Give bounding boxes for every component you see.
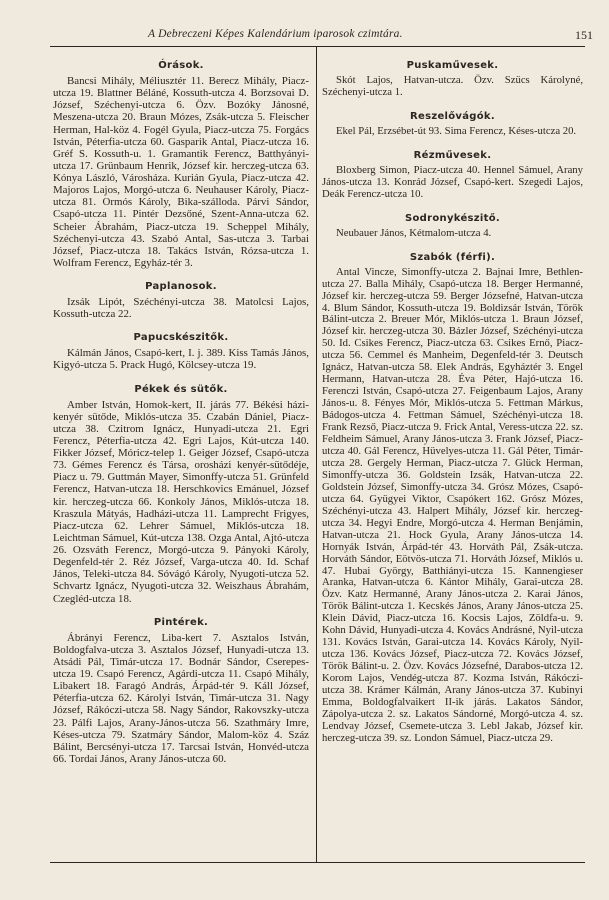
- section-heading: Papucskészitők.: [133, 332, 229, 344]
- section-orasok: [53, 52, 309, 269]
- section-text: Skót Lajos, Hatvan-utcza. Özv. Szücs Károlyné, Széchenyi-utcza 1.: [322, 74, 583, 98]
- section-text: Neubauer János, Kétmalom-utcza 4.: [336, 226, 492, 239]
- section-heading: Pékek és sütők.: [134, 383, 228, 395]
- section-heading: Rézművesek.: [413, 149, 492, 161]
- left-column: [53, 52, 309, 860]
- section-heading: Szabók (férfi).: [409, 251, 496, 263]
- section-text: Antal Vincze, Simonffy-utcza 2. Bajnai Imre, Bethlen-utcza 27. Balla Mihály, Csapó-utcza 18. Berger Hermanné, József kir. herczeg-utcza 59. Berger Józsefné, Hatvan-utcza 4. Blum Sándor, Kossuth-utcza 19. Boldizsár István, Török Bálint-utcza 2. Breuer Mór, Miklós-utcza 1. Braun József, József kir. herczeg-utcza 30. Bázler József, Széchényi-utcza 50. Id. Csikes Ferencz, Piacz-utcza 63. Csikes Ernő, Piacz-utcza 56. Cemmel és Manheim, Degenfeld-tér 3. Deutsch Ignácz, Hatvan-utcza 58. Elek András, Egyháztér 3. Engel Hermann, Hatvan-utcza 28. Éva Péter, Hajó-utcza 16. Ferenczi István, Csapó-utcza 27. Feigenbaum Lajos, Arany János-u. 8. Fényes Mór, Miklós-utcza 5. Fettman Márkus, Bádogos-utcza 4. Fettman Sámuel, Széchényi-utcza 18. Frank Rezső, Piacz-utcza 9. Frick Antal, Veress-utcza 22. sz. Feldheim Sámuel, Arany János-utcza 3. Frank József, Piacz-utcza 40. Gál Ferencz, Hüvelyes-utcza 11. Gál Péter, Timár-utcza 28. Gergely Herman, Piacz-utcza 7. Glück Herman, Simonffy-utcza 36. Goldstein Izsák, Hatvan-utcza 22. Goldstein József, Simonffy-utcza 34. Grósz Mózes, Csapó-utcza 64. Gyügyei Viktor, Csapókert 162. Grósz Mózes, Széchényi-utcza 43. Halpert Mihály, József kir. herczeg-utcza 34. Hegyi Endre, Morgó-utcza 4. Herman Benjámin, Hatvan-utcza 21. Hock Gyula, Arany János-utcza 14. Hornyák István, Árpád-tér 43. Horváth Pál, Zsák-utcza. Horváth Sándor, Eötvös-utcza 71. Horváth József, Miklós u. 47. Hubai György, Batthiányi-utcza 15. Kannengieser Aranka, Hatvan-utcza 6. Kántor Mihály, Garai-utcza 28. Özv. Katz Hermanné, Arany János-utcza 2. Karai János, Török Bálint-utcza 1. Kecskés János, Arany János-utcza 25. Klein Dávid, Piacz-utcza 16. Kocsis Lajos, Zöldfa-u. 9. Kohn Dávid, Hunyadi-utcza 4. Kovács Andrásné, Nyil-utcza 131. Kovács István, Garai-utcza 14. Kovács Károly, Nyil-utcza 136. Kovács József, Piacz-utcza 72. Kovács József, Török Bálint-u. 2. Özv. Kovács Józsefné, Darabos-utcza 12. Korom Lajos, Vendég-utcza 87. Kozma István, Rákóczi-utcza 38. Krámer Kálmán, Arany János-utcza 37. Kubinyi Emma, Boldogfalvaikert II-ik járás. Lakatos Sándor, Zápolya-utcza 2. sz. Lakatos Sándorné, Morgó-utcza 4. sz. Lendvay József, Csemete-utcza 3. Lebl Jakab, József kir. herczeg-utcza 39. sz. London Sámuel, Piacz-utcza 29.: [322, 265, 583, 744]
- section-pinterek: [53, 605, 309, 765]
- section-heading: Reszelővágók.: [410, 110, 495, 122]
- section-heading: Paplanosok.: [145, 281, 217, 292]
- section-paplanosok: [53, 269, 309, 320]
- section-papucskeszitok: [53, 320, 309, 371]
- section-rezmuvesek: [322, 138, 583, 201]
- section-heading: Pintérek.: [153, 616, 209, 628]
- section-text: Ekel Pál, Erzsébet-út 93. Sima Ferencz, Késes-utcza 20.: [336, 124, 577, 137]
- section-reszelovagok: [322, 99, 583, 138]
- section-puskamuvesek: [322, 52, 583, 99]
- running-title: A Debreczeni Képes Kalendárium iparosok czimtára.: [148, 28, 403, 40]
- right-column: [322, 52, 583, 860]
- section-heading: Puskaművesek.: [406, 60, 499, 71]
- section-heading: Órások.: [158, 60, 204, 71]
- column-divider: [316, 47, 317, 862]
- section-heading: Sodronykészitő.: [405, 212, 500, 224]
- page-number: 151: [575, 28, 593, 42]
- section-text: Ábrányi Ferencz, Liba-kert 7. Asztalos István, Boldogfalva-utcza 3. Asztalos József, Hunyadi-utcza 13. Atsádi Pál, Timár-utcza 17. Bodnár Sándor, Cserepes-utcza 19. Csapó Ferencz, Agárdi-utcza 11. Csapó Mihály, Libakert 18. Faragó András, Árpád-tér 9. Káll József, Péterfia-utcza 62. Károlyi István, Timár-utcza 31. Nagy József, Rákóczi-utcza 58. Nagy Sándor, Rakovszky-utcza 23. Pálfi Lajos, Arany-János-utcza 56. Szathmáry Imre, Késes-utcza 79. Szatmáry Sándor, Malom-köz 4. Száz Bálint, Bercsényi-utcza 17. Tarcsai István, Honvéd-utcza 66. Tordai János, Arany János-utcza 60.: [53, 631, 309, 765]
- header-rule: [50, 46, 585, 47]
- section-text: Bloxberg Simon, Piacz-utcza 40. Hennel Sámuel, Arany János-utcza 13. Konrád József, Csapó-kert. Szegedi Lajos, Deák Ferencz-utcza 10.: [322, 163, 583, 200]
- footer-rule: [50, 862, 585, 863]
- section-text: Bancsi Mihály, Méliusztér 11. Berecz Mihály, Piacz-utcza 19. Blattner Béláné, Kossuth-utcza 4. Borzsovai D. József, Széchenyi-utcza 6. Özv. Bozóky Jánosné, Meszena-utcza 20. Braun Mózes, Zsák-utcza 5. Fleischer Herman, Hal-köz 4. Fogél Gyula, Piacz-utcza 75. Forgács István, Péterfia-utcza 60. Gasparik Antal, Piacz-utcza 16. Gréf S. Kossuth-u. 1. Gramantik Ferencz, Batthyányi-utcza 17. Grünbaum Henrik, József kir. herczeg-utcza 63. Kónya László, Városháza. Kurián Gyula, Piacz-utcza 42. Majoros Lajos, Morgó-utcza 6. Neuhauser Károly, Piacz-utcza 81. Ormós Károly, Bika-szálloda. Párvi Sándor, Csapó-utcza 11. Pintér Dezsőné, Szent-Anna-utcza 62. Scheier Ábrahám, Piacz-utcza 19. Scheppel Mihály, Széchenyi-utcza 43. Szabó Antal, Sas-utcza 3. Tarbai József, Piacz-utcza 18. Takács István, Rózsa-utcza 1. Wolfram Ferencz, Egyház-tér 3.: [53, 75, 309, 269]
- section-text: Kálmán János, Csapó-kert, I. j. 389. Kiss Tamás János, Kigyó-utcza 5. Prack Hugó, Kölcsey-utcza 19.: [53, 347, 309, 372]
- section-szabok-ferfi: [322, 240, 583, 745]
- page-header: [0, 28, 609, 46]
- section-text: Izsák Lipót, Széchényi-utcza 38. Matolcsi Lajos, Kossuth-utcza 22.: [53, 296, 309, 321]
- section-sodronykeszito: [322, 201, 583, 240]
- section-pekek-es-sutok: [53, 372, 309, 605]
- section-text: Amber István, Homok-kert, II. járás 77. Békési házi-kenyér sütőde, Miklós-utcza 35. Czabán Dániel, Piacz-utcza 38. Czitrom Ignácz, Hunyadi-utcza 21. Egri Ferencz, Péterfia-utcza 42. Egri Lajos, Kút-utcza 140. Fikker József, Móricz-telep 1. Geiger József, Csapó-utcza 73. Gémes Ferencz és Társa, orosházi kenyér-sütődéje, Piacz u. 79. Guttmán Mayer, Simonffy-utcza 51. Grünfeld Ferencz, Hatvan-utcza 18. Herschkovics Emánuel, József kir. herczeg-utcza 66. Konkoly János, Miklós-utcza 18. Kraszula Mátyás, Hadházi-utcza 11. Lamprecht Frigyes, Piacz-utcza 62. Lehrer Sámuel, Miklós-utcza 18. Leichtman Sámuel, Kút-utcza 138. Ozga Antal, Ajtó-utcza 26. Ozsváth Ferencz, Morgó-utcza 9. Pányoki Károly, Degenfeld-tér 2. Réz József, Varga-utcza 40. Id. Schaf János, Teleki-utcza 84. Sóvágó Károly, Nyugoti-utcza 52. Schvartz Ignácz, Nyugoti-utcza 32. Weiszhaus Ábrahám, Czegléd-utcza 18.: [53, 398, 309, 605]
